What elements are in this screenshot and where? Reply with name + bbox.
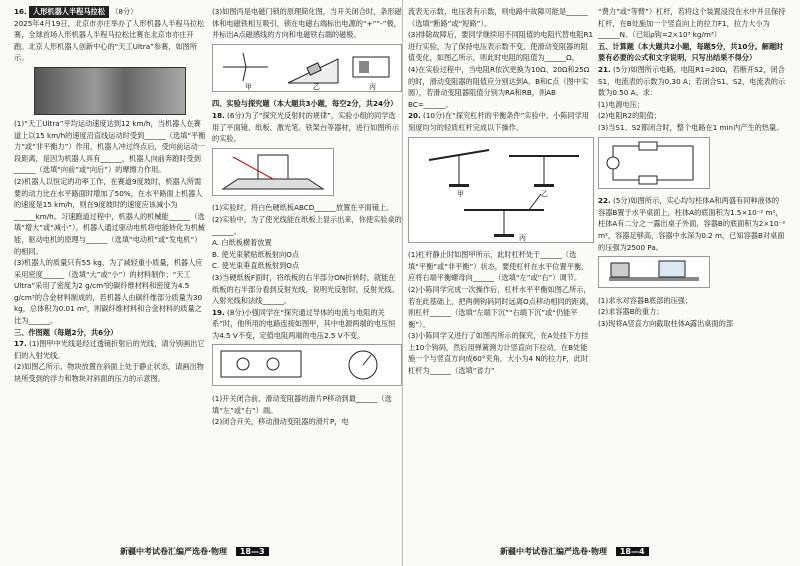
- q19-circuit-figure: [212, 344, 402, 386]
- q21-part1: (1)电源电压；: [598, 99, 645, 109]
- right-footer: 新疆中考试卷汇编严选卷·物理 18—4: [500, 546, 649, 557]
- q19-part4: (4)在实验过程中，当电阻R依次更换为10Ω、20Ω和25Ω的时，滑动变阻器的阻值应分别达到A、B和C点（图中实圆），若滑动变阻器阻值分别为RA和RB，则AB BC=______。: [408, 64, 590, 109]
- q18-intro: 18. (6分)为了“探究光反射时的规律”，实验小组的同学选用了平面镜、纸板、激光笔、铁架台等器材，进行如图所示的实验。: [212, 110, 399, 144]
- q22-part3: (3)现将A竖直方向截取柱体A露出桌面的部: [598, 318, 734, 328]
- fig-label-bing: 丙: [519, 233, 526, 242]
- q21-part2: (2)电阻R2的阻值；: [598, 111, 661, 121]
- fig-label-yi: 乙: [313, 82, 320, 91]
- section-5-heading: 五、计算题（本大题共2小题，每题5分，共10分。解题时要有必要的公式和文字说明，只写出结果不得分）: [598, 41, 784, 63]
- q20-continued: “费力”或“等臂”）杠杆，若将这个装置浸没在水中并且保持杠杆，在B处施加一个竖直向上的拉力F1，拉力大小为______N。（已知ρ钩=2×10³ kg/m³）: [598, 7, 786, 40]
- right-col-1: [408, 6, 594, 377]
- q18-option-a: A. 白纸板横着放置: [212, 238, 272, 248]
- q16-part2: (2)机器人以恒定的功率工作，在赛道9度坡时，机器人所需要的动力比在水平路面时增加了50%，在水平路面上机器人的速度是15 km/h，则在9度坡时的速度应该减小为______km/h。习速跑道过程中，机器人的机械能______（选填“增大”或“减小”），机器人通过驱动电机将电能转化为机械能，驱动电机的原理与______（选填“电动机”或“发电机”）的相同。: [14, 176, 205, 256]
- q19-part3: (3)排除故障后，要同学继续用不同阻值的电阻代替电阻R1进行实验，为了保持电压表示数不变，使滑动变阻器的阻值变化，如图乙所示，则此时电阻的阻值为______Ω。: [408, 30, 594, 63]
- q22-part1: (1)求水对容器B底部的压强；: [598, 295, 693, 305]
- q21-part3: (3)当S1、S2都闭合时，整个电路在1 min内产生的热量。: [598, 122, 784, 132]
- left-col-2: [212, 6, 402, 428]
- robot-marathon-photo: [34, 67, 186, 115]
- left-footer: 新疆中考试卷汇编严选卷·物理 18—3: [120, 546, 269, 557]
- q16-part1: (1)“天工Ultra”平均运动速度达到12 km/h，当机器人在赛道上以15 km/h的速度沿直线运动时受到______（选填“平衡力”或“非平衡力”）作用，机器人冲过终点后，受向前运动一段距离，是因为机器人具有______，机器人向前奔跑时受到______（选填“向前”或“向后”）的摩擦力作用。: [14, 118, 206, 175]
- q18-option-b: B. 使光束紧贴纸板射向O点: [212, 249, 300, 259]
- q18-part2: (2)实验中，为了使光线能在纸板上显示出来，你使实验桌的______。: [212, 214, 402, 236]
- q20-part3: (3)小陈同学又进行了如图丙所示的探究，在A处挂下方挂上10个钩码，然后用弹簧测力计竖直向下拉动，在B处能施一个与竖直方向成60°夹角，大小为4 N的拉力F，此时杠杆为______（选填“省力”: [408, 331, 589, 376]
- q19-part2: (2)闭合开关，移动滑动变阻器的滑片P，电: [212, 417, 349, 427]
- reflection-apparatus-figure: [212, 148, 334, 196]
- right-col-2: [598, 6, 786, 329]
- fig-label-jia: 甲: [457, 189, 464, 198]
- q22-part2: (2)求容器B的重力；: [598, 307, 664, 317]
- lever-figures: [408, 137, 594, 243]
- section-4-heading: 四、实验与探究题（本大题共3小题，每空2分，共24分）: [212, 99, 398, 109]
- q22-container-figure: [598, 256, 710, 288]
- q16-part3: (3)机器人的质量只有55 kg，为了减轻重小质量，机器人应采用密度______（选填“大”或“小”）的材料制作；“天工Ultra”采用了密度为2 g/cm³的碳纤维材料和密度为4.5 g/cm³的合金材料制成的，若机器人由碳纤维部分质量为30 kg，总体积为0.01 m³，则碳纤维材料和合金材料的质量之比为______。: [14, 258, 203, 326]
- q20-intro: 20. (10分)在“探究杠杆的平衡条件”实验中，小陈同学用刻度均匀的轻质杠杆完成以下操作。: [408, 111, 589, 132]
- fig-label-yi: 乙: [541, 189, 548, 198]
- q18-option-c: C. 使光束垂直纸板射到O点: [212, 261, 300, 271]
- q20-part1: (1)杠杆静止时如图甲所示，此时杠杆处于______（选填“平衡”或“非平衡”）状态，要使杠杆在水平位置平衡，应将右端平衡螺母向______（选填“左”或“右”）调节。: [408, 250, 589, 283]
- q16-heading: 16. 人形机器人半程马拉松 （8分）: [14, 7, 138, 16]
- q21-intro: 21. (5分)如图所示电路，电阻R1=20Ω，若断开S2，闭合S1，电流表的示数为0.30 A；若闭合S1、S2，电流表的示数为0.50 A。求：: [598, 64, 786, 98]
- q17-part1: 17. (1)图甲中光线是经过透镜折射后的光线，请分别画出它们的入射光线。: [14, 339, 205, 360]
- q19-intro: 19. (8分)小强同学在“探究通过导体的电流与电阻的关系”时，他所用的电路连接如图甲，其中电源两端的电压恒为4.5 V不变，定值电阻两端的电压2.5 V不变。: [212, 307, 396, 340]
- q18-part1: (1)实验时，将白色硬纸板ABCD______放置在平面镜上。: [212, 203, 394, 213]
- left-col-1: [14, 6, 206, 385]
- fig-label-bing: 丙: [369, 82, 376, 91]
- section-3-heading: 三、作图题（每题2分，共6分）: [14, 327, 118, 337]
- right-page-number: 18—4: [616, 547, 649, 556]
- q16-intro: 2025年4月19日，北京市亦庄举办了人形机器人半程马拉松赛，全球首场人形机器人半程马拉松比赛在北京市亦庄开跑。北京人形机器人创新中心的“天工Ultra”参赛，如图所示。: [14, 18, 205, 63]
- q19-part1: (1)开关闭合前，滑动变阻器的滑片P移动到最______（选填“左”或“右”）端。: [212, 394, 392, 415]
- q17-part3: (3)如图丙是电磁门锁的原理简化图，当开关闭合时，条形磁体和电磁铁相互吸引，锁在电磁右端标出电源的“+”“-”极，并标出A点磁感线的方向和电磁铁右端的磁极。: [212, 7, 402, 40]
- topic-banner: 人形机器人半程马拉松: [29, 6, 109, 18]
- q18-part3: (3)当硬纸板F面时，将纸板的右半部分ON折转时，就能在纸板的右半部分看到反射光线，说明光反射时，反射光线、入射光线和法线______。: [212, 272, 399, 306]
- q17-figures: [212, 44, 402, 92]
- fig-label-jia: 甲: [245, 82, 252, 91]
- q21-circuit-figure: [598, 137, 710, 189]
- page-divider: [402, 0, 403, 566]
- q19-continued: 流表无示数，电压表有示数，则电路中故障可能是______（选填“断路”或“短路”）。: [408, 7, 588, 28]
- q20-part2: (2)小陈同学完成一次操作后，杠杆水平平衡如图乙所示，若在此基础上，把两侧钩码同时远离O点移动相同的距离，则杠杆______（选填“左端下沉”“右端下沉”或“仍能平衡”）。: [408, 284, 594, 329]
- q22-intro: 22. (5分)如图所示，实心均匀柱体A和两盛有同种液体的容器B置于水平桌面上，柱体A的底面积为1.5×10⁻² m²，柱体A有二分之一露出桌子外面，容器B的底面积为2×10⁻² m²，容器足够高，容器中水深为0.2 m，已知容器B对桌面的压强为2500 Pa。: [598, 196, 786, 252]
- q17-part2: (2)如图乙所示，物块放置在斜面上处于静止状态，请画出物块所受到的浮力和物块对斜面的压力的示意图。: [14, 362, 204, 384]
- left-page-number: 18—3: [236, 547, 269, 556]
